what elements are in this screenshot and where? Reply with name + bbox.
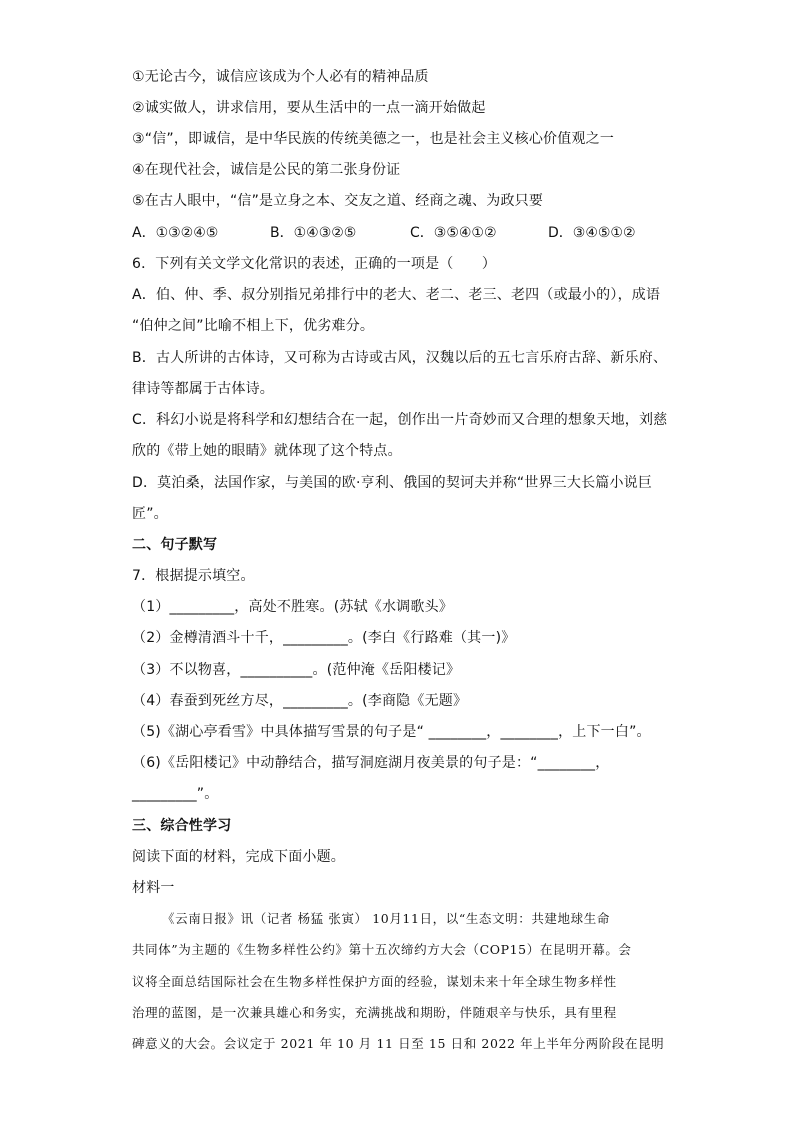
q6-stem: 6．下列有关文学文化常识的表述，正确的一项是（ ） (132, 256, 497, 272)
material-label: 材料一 (132, 880, 175, 896)
material-line-1: 《云南日报》讯（记者 杨猛 张寅） 10月11日，以“生态文明：共建地球生命 (162, 911, 610, 926)
q5-option-c: C．③⑤④①② (410, 225, 497, 241)
statement-2: ②诚实做人，讲求信用，要从生活中的一点一滴开始做起 (132, 100, 486, 116)
q7-item-5: （5)《湖心亭看雪》中具体描写雪景的句子是“ ________，________，上下一白”。 (132, 724, 651, 740)
reading-instruction: 阅读下面的材料，完成下面小题。 (132, 849, 345, 865)
q6-option-a-line-2: “伯仲之间”比喻不相上下，优劣难分。 (132, 318, 375, 334)
q6-option-a-line-1: A．伯、仲、季、叔分别指兄弟排行中的老大、老二、老三、老四（或最小的），成语 (132, 287, 661, 303)
q5-option-b: B．①④③②⑤ (270, 225, 357, 241)
q6-option-c-line-2: 欣的《带上她的眼睛》就体现了这个特点。 (132, 443, 402, 459)
q5-option-d: D．③④⑤①② (548, 225, 636, 241)
q7-item-6-line-1: （6)《岳阳楼记》中动静结合，描写洞庭湖月夜美景的句子是：“________， (132, 755, 610, 771)
statement-3: ③“信”，即诚信，是中华民族的传统美德之一，也是社会主义核心价值观之一 (132, 131, 615, 147)
material-line-3: 议将全面总结国际社会在生物多样性保护方面的经验，谋划未来十年全球生物多样性 (132, 974, 617, 989)
q6-option-d-line-2: 匠”。 (132, 506, 168, 522)
material-line-2: 共同体”为主题的《生物多样性公约》第十五次缔约方大会（COP15）在昆明开幕。会 (132, 942, 632, 957)
q7-item-6-line-2: _________”。 (132, 786, 219, 802)
q7-stem: 7．根据提示填空。 (132, 568, 255, 584)
statement-5: ⑤在古人眼中，“信”是立身之本、交友之道、经商之魂、为政只要 (132, 193, 544, 209)
section-heading-3: 三、综合性学习 (132, 818, 232, 834)
statement-1: ①无论古今，诚信应该成为个人必有的精神品质 (132, 69, 429, 85)
section-heading-2: 二、句子默写 (132, 537, 218, 553)
q6-option-d-line-1: D．莫泊桑，法国作家，与美国的欧·亨利、俄国的契诃夫并称“世界三大长篇小说巨 (132, 475, 653, 491)
q7-item-1: （1）_________，高处不胜寒。(苏轼《水调歌头》 (132, 599, 453, 615)
q7-item-4: （4）春蚕到死丝方尽，_________。(李商隐《无题》 (132, 693, 468, 709)
q6-option-b-line-2: 律诗等都属于古体诗。 (132, 381, 274, 397)
statement-4: ④在现代社会，诚信是公民的第二张身份证 (132, 162, 401, 178)
q5-option-a: A．①③②④⑤ (132, 225, 219, 241)
q7-item-2: （2）金樽清酒斗十千，_________。(李白《行路难（其一)》 (132, 630, 516, 646)
q7-item-3: （3）不以物喜，__________。(范仲淹《岳阳楼记》 (132, 662, 461, 678)
q6-option-c-line-1: C．科幻小说是将科学和幻想结合在一起，创作出一片奇妙而又合理的想象天地，刘慈 (132, 412, 668, 428)
material-line-4: 治理的蓝图，是一次兼具雄心和务实，充满挑战和期盼，伴随艰辛与快乐，具有里程 (132, 1005, 617, 1020)
q6-option-b-line-1: B．古人所讲的古体诗，又可称为古诗或古风，汉魏以后的五七言乐府古辞、新乐府、 (132, 350, 668, 366)
material-line-5: 碑意义的大会。会议定于 2021 年 10 月 11 日至 15 日和 2022 年上半年分两阶段在昆明 (132, 1036, 665, 1051)
